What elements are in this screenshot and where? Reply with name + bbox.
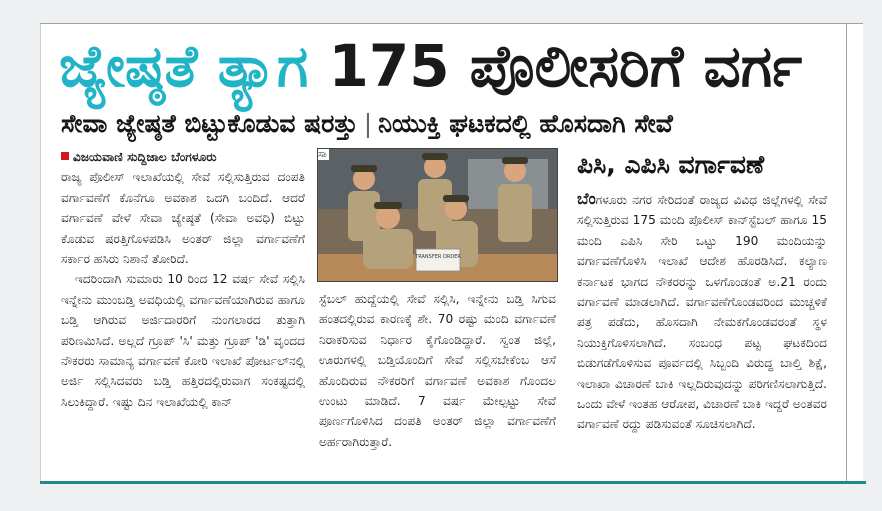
newspaper-clipping — [40, 23, 863, 482]
photo-credit: ಸಾ — [318, 149, 327, 160]
page-edge-rule — [846, 23, 847, 481]
police-officers-illustration — [318, 149, 557, 281]
document-label: TRANSFER ORDER — [415, 254, 461, 260]
subheadline-left: ಸೇವಾ ಜ್ಯೇಷ್ಠತೆ ಬಿಟ್ಟುಕೊಡುವ ಷರತ್ತು — [61, 109, 358, 138]
article-column-1 — [61, 147, 305, 412]
column3-paragraph-1: ಬೆಂಗಳೂರು ನಗರ ಸೇರಿದಂತೆ ರಾಜ್ಯದ ವಿವಿಧ ಜಿಲ್ಲೆಗಳಲ್ಲಿ ಸೇವೆ ಸಲ್ಲಿಸುತ್ತಿರುವ 175 ಮಂದಿ ಪೊಲೀಸ್ ಕಾನ್‌ಸ್ಟೆಬಲ್ ಹಾಗೂ 15 ಮಂದಿ ಎಪಿಸಿ ಸೇರಿ ಒಟ್ಟು 190 ಮಂದಿಯನ್ನು ವರ್ಗಾವಣೆಗೊಳಿಸಿ ಇಲಾಖೆ ಆದೇಶ ಹೊರಡಿಸಿದೆ. ಕಲ್ಯಾಣ ಕರ್ನಾಟಕ ಭಾಗದ ನೌಕರರನ್ನು ಒಳಗೊಂಡಂತೆ ಅ.21 ರಂದು ವರ್ಗಾವಣೆ ಮಾಡಲಾಗಿದೆ. ವರ್ಗಾವಣೆಗೊಂಡವರಿಂದ ಮುಚ್ಚಳಿಕೆ ಪತ್ರ ಪಡೆದು, ಹೊಸದಾಗಿ ನೇಮಕಗೊಂಡವರಂತೆ ಸ್ಥಳ ನಿಯುಕ್ತಿಗೊಳಿಸಲಾಗಿದೆ. ಸಂಬಂಧ ಪಟ್ಟ ಘಟಕದಿಂದ ಬಿಡುಗಡೆಗೊಳಿಸುವ ಪೂರ್ವದಲ್ಲಿ ಸಿಬ್ಬಂದಿ ವಿರುದ್ಧ ಬಾಲ್ತಿ ಶಿಕ್ಷೆ, ಇಲಾಖಾ ವಿಚಾರಣೆ ಬಾಕಿ ಇಲ್ಲದಿರುವುದನ್ನು ಪರಿಗಣಿಸಲಾಗುತ್ತಿದೆ. ಒಂದು ವೇಳೆ ಇಂತಹ ಆರೋಪ, ವಿಚಾರಣೆ ಬಾಕಿ ಇದ್ದರೆ ಅಂತವರ ವರ್ಗಾವಣೆ ರದ್ದು ಪಡಿಸುವಂತೆ ಸೂಚಿಸಲಾಗಿದೆ. — [577, 189, 827, 432]
column2-paragraph-1: ಸ್ಟೆಬಲ್ ಹುದ್ದೆಯಲ್ಲಿ ಸೇವೆ ಸಲ್ಲಿಸಿ, ಇನ್ನೇನು ಬಡ್ತಿ ಸಿಗುವ ಹಂತದಲ್ಲಿರುವ ಕಾರಣಕ್ಕೆ ಶೇ. 70 ರಷ್ಟು ಮಂದಿ ವರ್ಗಾವಣೆ ನಿರಾಕರಿಸುವ ನಿರ್ಧಾರ ಕೈಗೊಂಡಿದ್ದಾರೆ. ಸ್ವಂತ ಜಿಲ್ಲೆ, ಊರುಗಳಲ್ಲಿ ಬಡ್ತಿಯೊಂದಿಗೆ ಸೇವೆ ಸಲ್ಲಿಸಬೇಕೆಂಬ ಆಸೆ ಹೊಂದಿರುವ ನೌಕರರಿಗೆ ವರ್ಗಾವಣೆ ಅವಕಾಶ ಗೊಂದಲ ಉಂಟು ಮಾಡಿದೆ. 7 ವರ್ಷ ಮೇಲ್ಪಟ್ಟು ಸೇವೆ ಪೂರ್ಣಗೊಳಿಸಿದ ದಂಪತಿ ಅಂತರ್ ಜಿಲ್ಲಾ ವರ್ಗಾವಣೆಗೆ ಅರ್ಹರಾಗಿರುತ್ತಾರೆ. — [319, 292, 556, 449]
article-column-2 — [319, 289, 556, 452]
headline — [59, 30, 859, 102]
column1-paragraph-1: ರಾಜ್ಯ ಪೊಲೀಸ್ ಇಲಾಖೆಯಲ್ಲಿ ಸೇವೆ ಸಲ್ಲಿಸುತ್ತಿರುವ ದಂಪತಿ ವರ್ಗಾವಣೆಗೆ ಕೊನೆಗೂ ಅವಕಾಶ ಒದಗಿ ಬಂದಿದೆ. ಆದರೆ ವರ್ಗಾವಣೆ ವೇಳೆ ಸೇವಾ ಜ್ಯೇಷ್ಠತೆ (ಸೇವಾ ಅವಧಿ) ಬಿಟ್ಟು ಕೊಡುವ ಷರತ್ತಿಗೊಳಪಡಿಸಿ ಅಂತರ್ ಜಿಲ್ಲಾ ವರ್ಗಾವಣೆಗೆ ಸರ್ಕಾರ ಹಸಿರು ನಿಶಾನೆ ತೋರಿದೆ. — [61, 170, 305, 267]
byline-marker-icon — [61, 152, 69, 160]
bottom-accent-rule — [40, 481, 866, 484]
subheadline-right: ನಿಯುಕ್ತಿ ಘಟಕದಲ್ಲಿ ಹೊಸದಾಗಿ ಸೇವೆ — [378, 109, 673, 138]
side-headline: ಪಿಸಿ, ಎಪಿಸಿ ವರ್ಗಾವಣೆ — [577, 150, 765, 179]
headline-part1: ಜ್ಯೇಷ್ಠತೆ ತ್ಯಾಗ — [59, 32, 309, 100]
byline: ವಿಜಯವಾಣಿ ಸುದ್ದಿಜಾಲ ಬೆಂಗಳೂರು — [61, 147, 305, 167]
headline-part2: 175 ಪೊಲೀಸರಿಗೆ ವರ್ಗ — [328, 32, 803, 100]
dropcap: ಬೆಂ — [577, 189, 596, 208]
police-photo — [317, 148, 558, 282]
column1-paragraph-2: ಇದರಿಂದಾಗಿ ಸುಮಾರು 10 ರಿಂದ 12 ವರ್ಷ ಸೇವೆ ಸಲ್ಲಿಸಿ ಇನ್ನೇನು ಮುಂಬಡ್ತಿ ಅವಧಿಯಲ್ಲಿ ವರ್ಗಾವಣೆಯಾಗಿರುವ ಹಾಗೂ ಬಡ್ತಿ ಆಗಿರುವ ಅರ್ಜಿದಾರರಿಗೆ ನುಂಗಲಾರದ ತುತ್ತಾಗಿ ಪರಿಣಮಿಸಿದೆ. ಅಲ್ಲದೆ ಗ್ರೂಪ್ 'ಸಿ' ಮತ್ತು ಗ್ರೂಪ್ 'ಡಿ' ವೃಂದದ ನೌಕರರು ಸಾಮಾನ್ಯ ವರ್ಗಾವಣೆ ಕೋರಿ ಇಲಾಖೆ ಪೋರ್ಟಲ್‌ನಲ್ಲಿ ಅರ್ಜಿ ಸಲ್ಲಿಸಿದವರು ಬಡ್ತಿ ಹತ್ತಿರದಲ್ಲಿರುವಾಗ ಸಂಕಷ್ಟದಲ್ಲಿ ಸಿಲುಕಿದ್ದಾರೆ. ಇಷ್ಟು ದಿನ ಇಲಾಖೆಯಲ್ಲಿ ಕಾನ್ — [61, 272, 305, 409]
subheadline-separator: | — [363, 109, 373, 138]
article-column-3 — [577, 189, 827, 435]
subheadline — [61, 106, 861, 142]
